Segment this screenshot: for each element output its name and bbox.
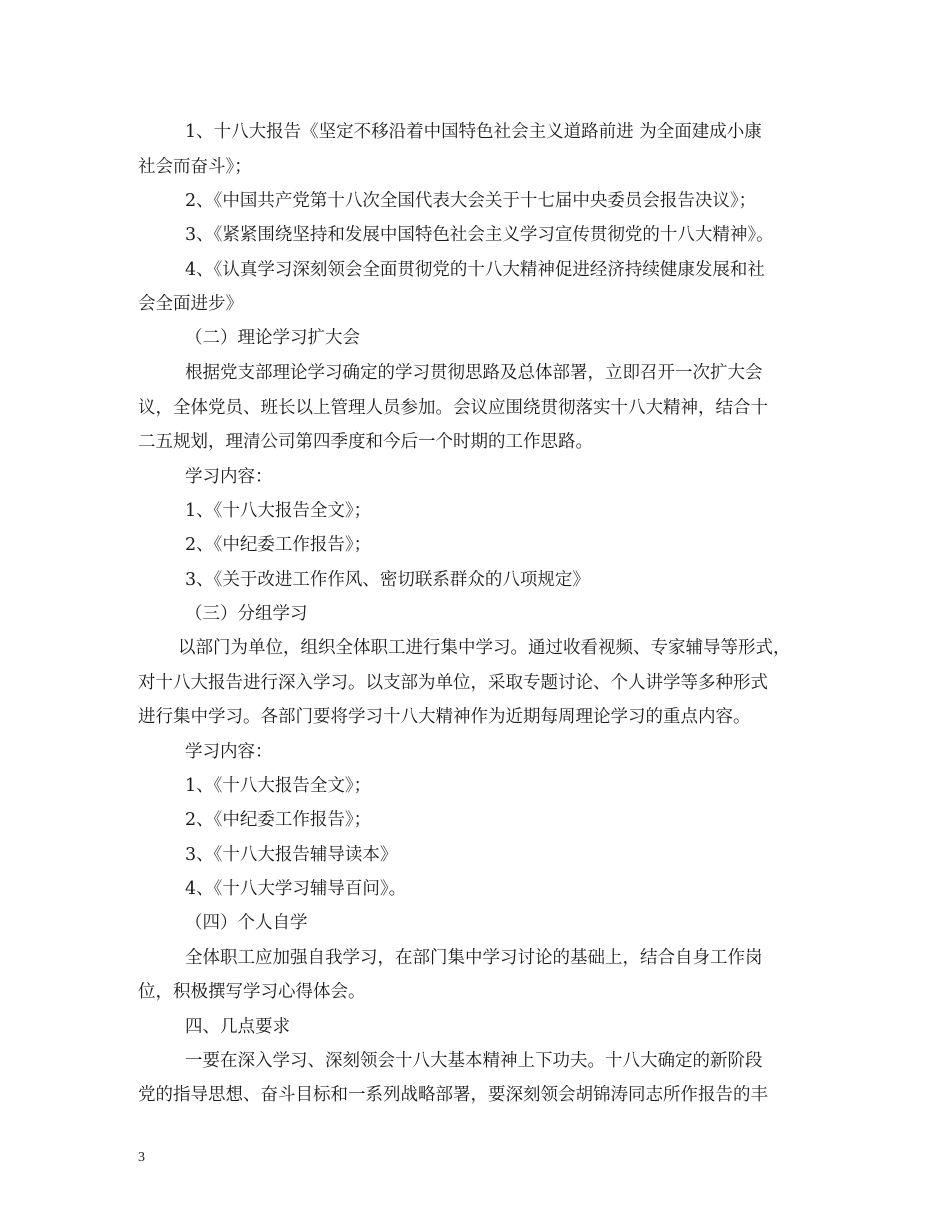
- paragraph-line: 以部门为单位，组织全体职工进行集中学习。通过收看视频、专家辅导等形式，: [178, 638, 791, 658]
- section-heading: （二）理论学习扩大会: [185, 328, 360, 348]
- paragraph-line: 党的指导思想、奋斗目标和一系列战略部署，要深刻领会胡锦涛同志所作报告的丰: [138, 1085, 768, 1105]
- list-item-1: 1、《十八大报告全文》；: [185, 501, 372, 521]
- section-heading: （四）个人自学: [185, 913, 308, 933]
- text-line: 社会而奋斗》；: [138, 157, 252, 177]
- paragraph-line: 根据党支部理论学习确定的学习贯彻思路及总体部署，立即召开一次扩大会: [185, 363, 763, 383]
- list-item-3: 3、《关于改进工作作风、密切联系群众的八项规定》: [185, 570, 590, 590]
- study-content-label: 学习内容：: [185, 467, 273, 487]
- page-number: 3: [138, 1150, 145, 1165]
- section-heading: 四、几点要求: [185, 1017, 290, 1037]
- paragraph-line: 议，全体党员、班长以上管理人员参加。会议应围绕贯彻落实十八大精神，结合十: [138, 398, 768, 418]
- list-item-3: 3、《紧紧围绕坚持和发展中国特色社会主义学习宣传贯彻党的十八大精神》。: [185, 225, 774, 245]
- list-item-1: 1、《十八大报告全文》；: [185, 776, 372, 796]
- paragraph-line: 进行集中学习。各部门要将学习十八大精神作为近期每周理论学习的重点内容。: [138, 707, 751, 727]
- paragraph-line: 一要在深入学习、深刻领会十八大基本精神上下功夫。十八大确定的新阶段: [185, 1051, 763, 1071]
- study-content-label: 学习内容：: [185, 742, 273, 762]
- paragraph-line: 二五规划，理清公司第四季度和今后一个时期的工作思路。: [138, 432, 593, 452]
- paragraph-line: 对十八大报告进行深入学习。以支部为单位，采取专题讨论、个人讲学等多种形式: [138, 673, 768, 693]
- section-heading: （三）分组学习: [185, 604, 308, 624]
- list-item-4: 4、《十八大学习辅导百问》。: [185, 879, 407, 899]
- paragraph-line: 全体职工应加强自我学习，在部门集中学习讨论的基础上，结合自身工作岗: [185, 948, 763, 968]
- list-item-2: 2、《中纪委工作报告》；: [185, 535, 372, 555]
- text-line: 会全面进步》: [138, 294, 243, 314]
- list-item-1: 1、十八大报告《坚定不移沿着中国特色社会主义道路前进 为全面建成小康: [185, 122, 762, 142]
- list-item-2: 2、《中纪委工作报告》；: [185, 810, 372, 830]
- list-item-3: 3、《十八大报告辅导读本》: [185, 845, 398, 865]
- list-item-2: 2、《中国共产党第十八次全国代表大会关于十七届中央委员会报告决议》；: [185, 191, 757, 211]
- list-item-4: 4、《认真学习深刻领会全面贯彻党的十八大精神促进经济持续健康发展和社: [185, 260, 765, 280]
- paragraph-line: 位，积极撰写学习心得体会。: [138, 982, 366, 1002]
